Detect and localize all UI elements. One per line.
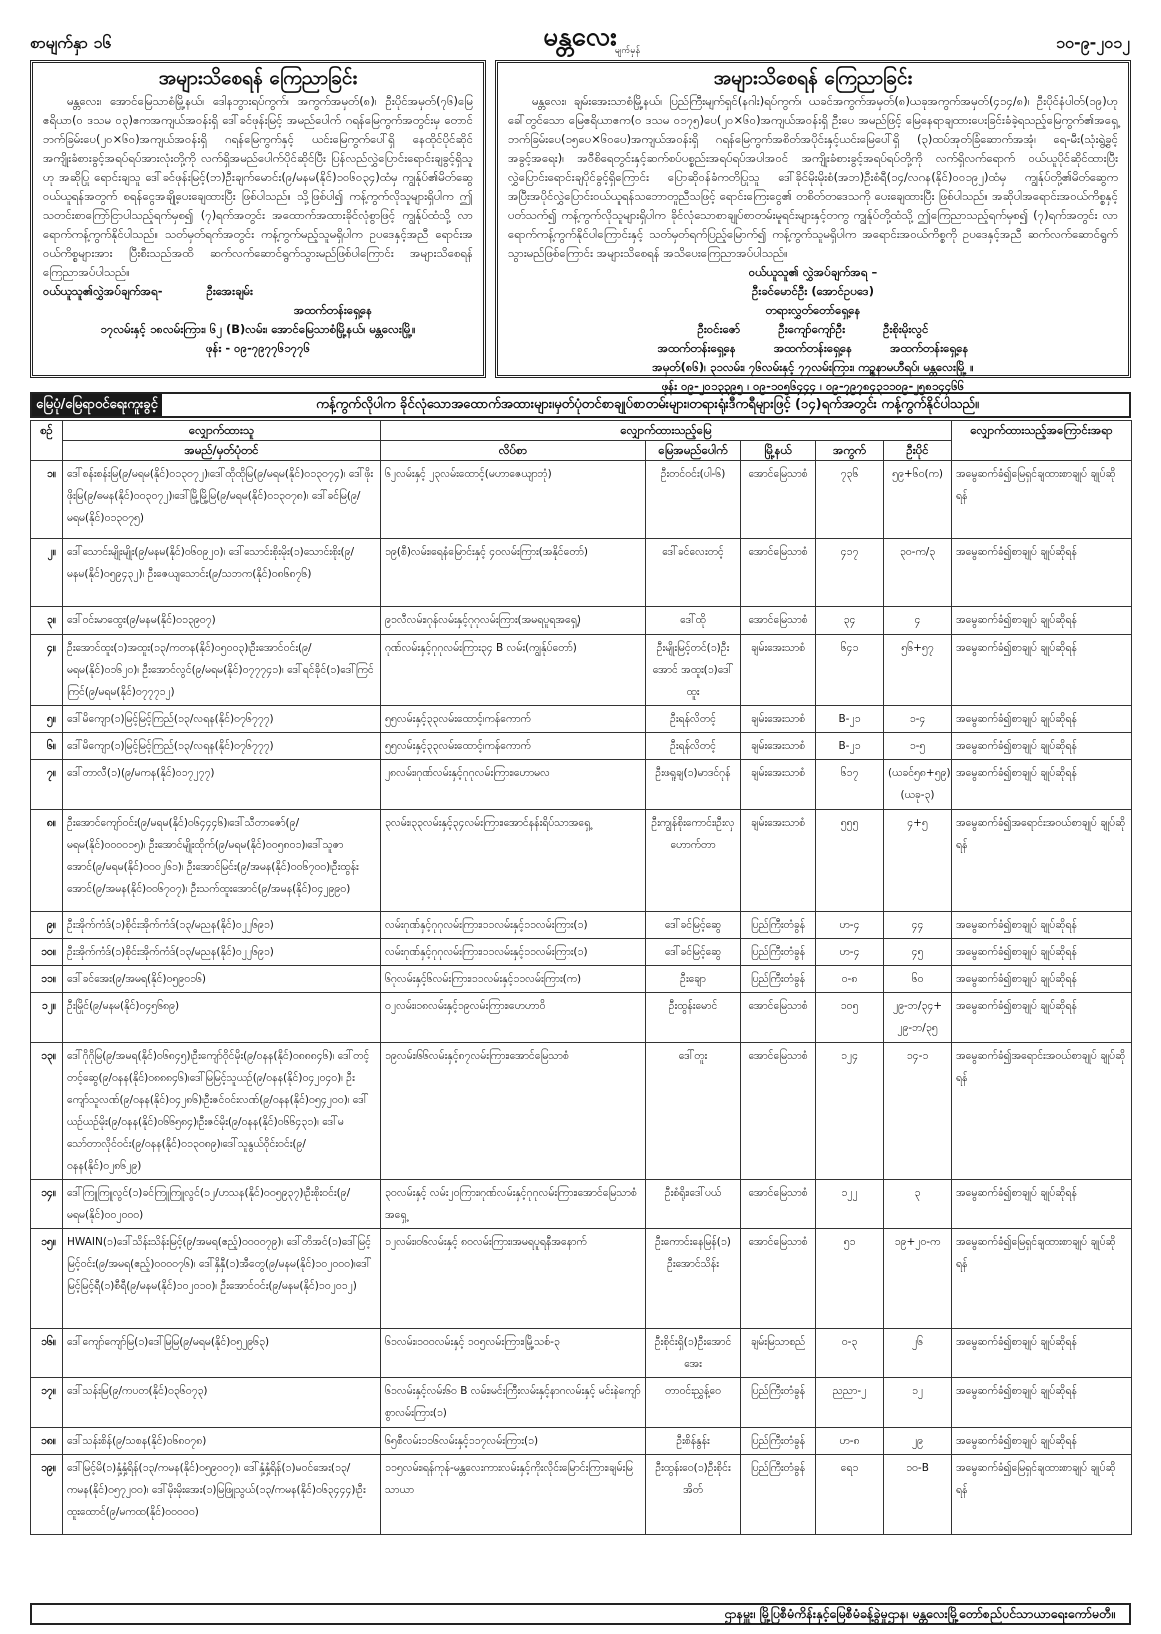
- cell-addr: ၆၁လမ်းနှင့်လမ်း၆၀ B လမ်း၊မင်းကြီးလမ်းနှင့်နာဂလမ်းနှင့် မင်းနဲကျော်စွာလမ်းကြား(၁): [381, 1378, 646, 1428]
- cell-no: ၁၂။: [31, 993, 63, 1043]
- cell-no: ၉။: [31, 912, 63, 939]
- cell-no: ၁၆။: [31, 1329, 63, 1378]
- notice-right-sig-label: ဝယ်ယူသူ၏ လွှဲအပ်ချက်အရ –: [748, 265, 878, 279]
- cell-no: ၁၄။: [31, 1180, 63, 1229]
- page-date: ၁၀-၉-၂၀၁၂: [1056, 33, 1130, 52]
- col-header-property: လျှောက်ထားသည့်မြေ: [381, 421, 952, 441]
- cell-block: ၁၂၂: [816, 1180, 884, 1229]
- cell-plot: ၃၀-က/၃: [884, 539, 952, 607]
- table-row: [31, 1229, 1132, 1329]
- cell-name: ဦးအိုက်ကံဒ်(၁)စိုင်းအိုက်ကံဒ်(၁၃/မညန(နိုင်)၀၂၂၆၉၁): [63, 939, 381, 966]
- cell-plot: ၅၉+၆၀(က): [884, 461, 952, 539]
- cell-reason: အမွေဆက်ခံ၍စာချုပ် ချုပ်ဆိုရန်: [952, 1378, 1132, 1428]
- cell-plot: ၄+၅: [884, 810, 952, 912]
- cell-addr: ဂုဏ်လမ်းနှင့်ဂုဂုလမ်းကြား၃၄ B လမ်း(ကျွန်ုပ်တော်): [381, 635, 646, 706]
- cell-no: ၁၀။: [31, 939, 63, 966]
- cell-owner: ဦးတင်ဝင်း(ပါ-၆): [646, 461, 741, 539]
- cell-block: ညညာ-၂: [816, 1378, 884, 1428]
- notice-left-phone: ဖုန်း - ၀၉-၇၉၇၇၆၁၇၇၆: [205, 341, 311, 355]
- table-row: [31, 1378, 1132, 1428]
- notice-right-address: အမှတ်(၈၆)၊ ၃၁လမ်း၊ ၇၆လမ်းနှင့် ၇၇လမ်းကြား၊ ကဥ္စနာမဟီရပ်၊ မန္တလေးမြို့ ။: [652, 360, 974, 374]
- cell-addr: ၆၁လမ်း၊၁၀၀လမ်းနှင့် ၁၀၅လမ်းကြား၊မြို့သစ်-၃: [381, 1329, 646, 1378]
- cell-addr: ၁၂လမ်း၊၀၆လမ်းနှင့် ၈၀လမ်းကြား၊အမရပူရနီအနောက်: [381, 1229, 646, 1329]
- cell-town: ချမ်းအေးသာစံ: [741, 733, 816, 760]
- page-header: [30, 22, 1130, 58]
- section-banner: [30, 392, 1131, 418]
- table-row: [31, 1428, 1132, 1455]
- cell-block: ဟ-၄: [816, 912, 884, 939]
- cell-reason: အမွေဆက်ခံ၍စာချုပ် ချုပ်ဆိုရန်: [952, 1180, 1132, 1229]
- col-header-reason: လျှောက်ထားသည့်အကြောင်းအရာ: [952, 421, 1132, 461]
- cell-reason: အမွေဆက်ခံ၍မြေရှင်ချထားစာချုပ် ချုပ်ဆိုရန်: [952, 1455, 1132, 1535]
- cell-block: ၅၅၅: [816, 810, 884, 912]
- cell-reason: အမွေဆက်ခံ၍စာချုပ် ချုပ်ဆိုရန်: [952, 607, 1132, 635]
- cell-plot: ၄: [884, 607, 952, 635]
- cell-owner: ဦးကောင်းနေမြန်(၁) ဦးအောင်သိန်း: [646, 1229, 741, 1329]
- cell-no: ၃။: [31, 607, 63, 635]
- cell-name: ဒေါ်ခင်အေး(၉/အမရ(နိုင်)၀၅၉၀၁၆): [63, 966, 381, 993]
- cell-plot: ၄၅: [884, 939, 952, 966]
- cell-no: ၁၅။: [31, 1229, 63, 1329]
- cell-name: ဒေါ်မြင့်မိ(၁)နှံ့နှံ့ရိန်(၁၃/ကမန(နိုင်)၀၅၉၀၀၇)၊ ဒေါ်နှံ့နှံ့ရိန်(၁)မဝင်အေး(၁၃/ကမန(နိုင်)၀၅၇၂၀၀)၊ ဒေါ်မိုးမိုးအေး(၁)မြဖြူသွယ်(၁၃/ကမန(နိုင်)၀၆၃၄၄၄)၊ဦးထူးထောင်(၉/မကထ(နိုင်)၀၀၀၀၀): [63, 1455, 381, 1535]
- cell-town: ချမ်းမြသာစည်: [741, 1329, 816, 1378]
- cell-plot: (ယခင်၅၈+၅၉) (ယခု-၃): [884, 760, 952, 810]
- notice-right-sig-title: တရားလွှတ်တော်ရှေ့နေ: [765, 303, 861, 317]
- applications-table: [30, 420, 1132, 1535]
- table-row: [31, 607, 1132, 635]
- notice-right-title: အများသိစေရန် ကြေညာခြင်း: [713, 67, 913, 89]
- cell-block: ၁၀၅: [816, 993, 884, 1043]
- cell-name: ဒေါ်သန်းမြ(၉/ကပတ(နိုင်)၀၃၆၀၇၃): [63, 1378, 381, 1428]
- cell-town: ချမ်းအေးသာစံ: [741, 706, 816, 733]
- cell-plot: ၅၆+၅၇: [884, 635, 952, 706]
- cell-no: ၁၇။: [31, 1378, 63, 1428]
- cell-no: ၁၃။: [31, 1043, 63, 1180]
- cell-plot: ၁-၄: [884, 706, 952, 733]
- cell-owner: ဦးထွန်းဝေ(၁)ဦးစိုင်းအိတ်: [646, 1455, 741, 1535]
- cell-owner: ဒေါ်ခင်မြင့်ဆွေ: [646, 939, 741, 966]
- cell-name: ဦးအိုက်ကံဒ်(၁)စိုင်းအိုက်ကံဒ်(၁၃/မညန(နိုင်)၀၂၂၆၉၁): [63, 912, 381, 939]
- table-row: [31, 1180, 1132, 1229]
- cell-reason: အမွေဆက်ခံ၍မြေရှင်ချထားစာချုပ် ချုပ်ဆိုရန်: [952, 1229, 1132, 1329]
- cell-reason: အမွေဆက်ခံ၍အရောင်းအဝယ်စာချုပ် ချုပ်ဆိုရန်: [952, 1043, 1132, 1180]
- notice-right-body: မန္တလေး၊ ချမ်းအေးသာစံမြို့နယ်၊ ပြည်ကြီးမျက်ရှင်(နဂါး)ရပ်ကွက်၊ ယခင်အကွက်အမှတ်(၈)ယခုအကွက်အမှတ်(၄၁၄/၈)၊ ဦးပိုင်နံပါတ်(၁၉)ဟု ခေါ်တွင်သော မြေဧရိယာဧက(၀ ဒသမ ၀၁၇၅)ပေ(၂၀×၆၀)အကျယ်အဝန်းရှိ ဦးပေ အမည်ဖြင့် မြေနေရာချထားပေးခြင်းခံခဲ့ရသည့်မြေကွက်၏အရှေ့ဘက်ခြမ်းပေ(၁၅ပေ×၆၀ပေ)အကျယ်အဝန်းရှိ ဂရန်မြေကွက်အစိတ်အပိုင်းနှင့်ယင်းမြေပေါ်ရှိ (၃)ထပ်အုတ်ခြံဆောက်အအုံ၊ ရေ-မီး(သုံးရွဲ့ခွင့်အခွင့်အရေး)၊ အဝီစိရေတွင်းနှင့်ဆက်စပ်ပစ္စည်းအရပ်ရပ်အပါအဝင် အကျိုးခံစားခွင့်အရပ်ရပ်တို့ကို လက်ရှိလက်ရောက် ဝယ်ယူပိုင်ဆိုင်ထားပြီး လွှဲပြောင်းရောင်းချပိုင်ခွင့်ရှိကြောင်း ပြောဆိုဝန်ခံကတိပြုသူ ဒေါ်ခိုင်မိုးမိုးစံ(အဘ)ဦးစံရီ(၁၄/လဂန(နိုင်)၀၀၁၉၂)ထံမှ ကျွန်ုပ်တို့၏မိတ်ဆွေက အပြီးအပိုင်လွှဲပြောင်းဝယ်ယူရန်သဘောတူညီသဖြင့် ရောင်းကြေးငွေ၏ တစိတ်တဒေသကို ပေးချေထားပြီး ဖြစ်ပါသည်။ အဆိုပါအရောင်းအဝယ်ကိစ္စနှင့်ပတ်သက်၍ ကန့်ကွက်လိုသူများရှိပါက ခိုင်လုံသောစာချုပ်စာတမ်းမူရင်းများနှင့်တကွ ကျွန်ုပ်တို့ထံသို့ ဤကြေညာသည့်ရက်မှစ၍ (၇)ရက်အတွင်း လာရောက်ကန့်ကွက်နိုင်ပါကြောင်းနှင့် သတ်မှတ်ရက်ပြည့်မြောက်၍ ကန့်ကွက်သူမရှိပါက အရောင်းအဝယ်ကိစ္စကို ဥပဒေနှင့်အညီ ဆက်လက်ဆောင်ရွက်သွားမည်ဖြစ်ကြောင်း အများသိစေရန် အသိပေးကြေညာအပ်ပါသည်။: [508, 94, 1118, 260]
- cell-plot: ၁၀-B: [884, 1455, 952, 1535]
- table-row: [31, 539, 1132, 607]
- cell-addr: လမ်းဂုဏ်နှင့်ဂုဂုလမ်းကြား၊၁၁လမ်းနှင့်၁၁လမ်းကြား(၁): [381, 912, 646, 939]
- notice-left-title: အများသိစေရန် ကြေညာခြင်း: [158, 67, 358, 89]
- logo-subtext: မျက်မှန်: [614, 46, 640, 56]
- table-row: [31, 939, 1132, 966]
- cell-reason: အမွေဆက်ခံ၍စာချုပ် ချုပ်ဆိုရန်: [952, 1428, 1132, 1455]
- cell-addr: ၀၂လမ်း၊၁၈လမ်းနှင့်၁၉လမ်းကြား၊ဟေဟာဝိ: [381, 993, 646, 1043]
- table-row: [31, 1329, 1132, 1378]
- cell-block: ၃၄: [816, 607, 884, 635]
- cell-town: အောင်မြေသာစံ: [741, 993, 816, 1043]
- col-header-name: အမည်/မှတ်ပုံတင်: [63, 441, 381, 461]
- table-row: [31, 760, 1132, 810]
- cell-plot: ၁၂: [884, 1378, 952, 1428]
- cell-owner: ဦးဖရူချ(၁)မာဒင်ဂုန်: [646, 760, 741, 810]
- section-instruction: ကန့်ကွက်လိုပါက ခိုင်လုံသောအထောက်အထားများ၊မှတ်ပုံတင်စာချုပ်စာတမ်းများ၊တရားရုံးဒီကရီများဖြင့် (၁၄)ရက်အတွင်း ကန့်ကွက်နိုင်ပါသည်။: [316, 397, 979, 412]
- cell-block: ဝ-၈: [816, 966, 884, 993]
- cell-addr: ၆ဂုလမ်းနှင့်၆လမ်းကြား၊၁၁လမ်းနှင့်၁၁လမ်းကြား(က): [381, 966, 646, 993]
- cell-name: ဦးမြိုင်(၉/မနမ(နိုင်)၀၄၅၆၈၉): [63, 993, 381, 1043]
- cell-addr: ၁၉လမ်း၊၆၆လမ်းနှင့်၈၇လမ်းကြား၊အောင်မြေသာစံ: [381, 1043, 646, 1180]
- col-header-applicant: လျှောက်ထားသူ: [63, 421, 381, 441]
- table-row: [31, 706, 1132, 733]
- col-header-plot: ဦးပိုင်: [884, 441, 952, 461]
- cell-owner: ဦးကျွန်စိုးကောင်း၊ဦးလှဟောက်တာ: [646, 810, 741, 912]
- cell-no: ၂။: [31, 539, 63, 607]
- cell-owner: ဒေါ်ခင်လေးတင့်: [646, 539, 741, 607]
- table-row: [31, 1455, 1132, 1535]
- cell-block: ၁၂၄: [816, 1043, 884, 1180]
- cell-town: အောင်မြေသာစံ: [741, 461, 816, 539]
- cell-reason: အမွေဆက်ခံ၍စာချုပ် ချုပ်ဆိုရန်: [952, 1329, 1132, 1378]
- cell-town: ချမ်းအေးသာစံ: [741, 635, 816, 706]
- cell-name: ဒေါ်ဂိုဂိုမြ(၉/အမရ(နိုင်)၀၆၈၄၅)၊ဦးကျော်ဝိုင်မိုး(၉/ဝနန(နိုင်)၀၈၈၈၄၆)၊ ဒေါ်တင့်တင့်ဆွေ(၉/ဝနန(နိုင်)၀၈၈၈၄၆)၊ဒေါ်မြမြင့်သူယဉ်(၉/ဝနန(နိုင်)၀၄၂၀၄၀)၊ ဦးကျော်သူလဏ်(၉/ဝနန(နိုင်)၀၄၂၈၆)၊ဦးဇင်ဝင်းလဏ်(၉/ဝနန(နိုင်)၀၅၄၂၀၀)၊ ဒေါ်ယဉ်ယဉ်မိုး(၉/ဝနန(နိုင်)၀၆၆၅၈၄)၊ဦးဇင်မိုး(၉/ဝနန(နိုင်)၀၆၆၄၃၁)၊ ဒေါ်မသော်တာလိုင်ဝင်း(၉/ဝနန(နိုင်)၀၁၃၀၈၉)၊ဒေါ်သူနွယ်ဝိုင်းဝင်း(၉/ဝနန(နိုင်)၀၂၈၆၂၉): [63, 1043, 381, 1180]
- table-row: [31, 461, 1132, 539]
- notice-right-name-1: ဦးဝင်းဇော်: [697, 322, 741, 336]
- cell-no: ၁၈။: [31, 1428, 63, 1455]
- table-row: [31, 966, 1132, 993]
- cell-name: ဒေါ်သောင်းမျိုးမျိုး(၉/မနမ(နိုင်)၀၆၀၉၂၀)၊ ဒေါ်သောင်းစိုးမိုး(၁)သောင်းစိုး(၉/မနမ(နိုင်)၀၅၉၄၃၂)၊ ဦးဇေယျသောင်း(၉/သဘက(နိုင်)၀၈၆၈၇၆): [63, 539, 381, 607]
- notice-left-sig-label: ဝယ်ယူသူ၏လွှဲအပ်ချက်အရ-: [43, 284, 163, 298]
- cell-block: ၅၁: [816, 1229, 884, 1329]
- cell-block: ရေ၁: [816, 1455, 884, 1535]
- cell-town: အောင်မြေသာစံ: [741, 1229, 816, 1329]
- cell-name: ဦးအောင်ကျော်ဝင်း(၉/မရမ(နိုင်)၀၆၄၄၄၆)၊ဒေါ်သီတာဇော်(၉/မရမ(နိုင်)၀၀၀၀၁၅)၊ ဦးအောင်မျိုးထိုက်(၉/မရမ(နိုင်)၀၀၅၈၀၁)၊ဒေါ်သူဇာအောင်(၉/မရမ(နိုင်)၀၀၀၂၆၁)၊ ဦးအောင်မြင်း(၉/အမန(နိုင်)၀၀၆၇၀၀)၊ဦးထွန်းအောင်(၉/အမန(နိုင်)၀၀၆၇၀၇)၊ ဦးသက်ထူးအောင်(၉/အမန(နိုင်)၀၄၂၉၉၀): [63, 810, 381, 912]
- table-row: [31, 1043, 1132, 1180]
- cell-reason: အမွေဆက်ခံ၍စာချုပ် ချုပ်ဆိုရန်: [952, 733, 1132, 760]
- col-header-township: မြို့နယ်: [741, 441, 816, 461]
- cell-owner: ဦးထွန်းမောင်: [646, 993, 741, 1043]
- cell-addr: ၃လမ်း၊၃၃လမ်းနှင့်၃၄လမ်းကြား၊အောင်နန်းရိပ်သာအရှေ့: [381, 810, 646, 912]
- cell-reason: အမွေဆက်ခံ၍စာချုပ် ချုပ်ဆိုရန်: [952, 760, 1132, 810]
- cell-reason: အမွေဆက်ခံ၍စာချုပ် ချုပ်ဆိုရန်: [952, 912, 1132, 939]
- cell-reason: အမွေဆက်ခံ၍စာချုပ် ချုပ်ဆိုရန်: [952, 706, 1132, 733]
- cell-addr: လမ်းဂုဏ်နှင့်ဂုဂုလမ်းကြား၊၁၁လမ်းနှင့်၁၁လမ်းကြား(၁): [381, 939, 646, 966]
- cell-owner: ဦးရန်လိတင့်: [646, 706, 741, 733]
- cell-town: ပြည်ကြီးတံခွန်: [741, 1455, 816, 1535]
- logo-text: မန္တလေး: [543, 22, 617, 52]
- cell-no: ၄။: [31, 635, 63, 706]
- cell-reason: အမွေဆက်ခံ၍စာချုပ် ချုပ်ဆိုရန်: [952, 539, 1132, 607]
- masthead-logo: [520, 22, 640, 58]
- cell-no: ၁၁။: [31, 966, 63, 993]
- cell-name: ဒေါ်ကျော်ကျော်မြ(၁)ဒေါ်မြမြ(၉/မရမ(နိုင်)၀၅၂၉၆၃): [63, 1329, 381, 1378]
- cell-no: ၈။: [31, 810, 63, 912]
- cell-addr: ၆၂လမ်းနှင့် ၂၃လမ်းထောင့်(မဟာဇေယျာဘုံ): [381, 461, 646, 539]
- cell-town: အောင်မြေသာစံ: [741, 539, 816, 607]
- cell-town: ချမ်းအေးသာစံ: [741, 810, 816, 912]
- cell-plot: ၂၉: [884, 1428, 952, 1455]
- cell-town: အောင်မြေသာစံ: [741, 1180, 816, 1229]
- cell-addr: ၉၁လီလမ်း၊ဂုန်လမ်းနှင့်ဂုဂုလမ်းကြား(အမရပူရအရှေ့): [381, 607, 646, 635]
- cell-plot: ၁၄-၁: [884, 1043, 952, 1180]
- cell-no: ၅။: [31, 706, 63, 733]
- cell-addr: ၂၈လမ်း၊ဂုဏ်လမ်းနှင့်ဂုဂုလမ်းကြား၊ဟောမလ: [381, 760, 646, 810]
- cell-town: ပြည်ကြီးတံခွန်: [741, 912, 816, 939]
- cell-name: HWAIN(၁)ဒေါ်သိန်းသိန်းမြင့်(၉/အမရ(ဧည့်)၀၀၀၀၇၉)၊ ဒေါ်တိအင်(၁)ဒေါ်မြင့်မြင့်ဝင်း(၉/အမရ(ဧည့်)၀၀၀၀၇၆)၊ ဒေါ်နှိနှီ(၁)အီတွေ(၉/မနမ(နိုင်)၁၀၂၀၀၀)၊ဒေါ်မြင့်မြင့်ရီ(၁)စီရီ(၉/မနမ(နိုင်)၁၀၂၀၁၀)၊ ဦးအောင်ဝင်း(၉/မနမ(နိုင်)၁၀၂၀၁၂): [63, 1229, 381, 1329]
- cell-plot: ၆၀: [884, 966, 952, 993]
- cell-owner: ဒေါ်တူး: [646, 1043, 741, 1180]
- cell-owner: ဦးစိန်နွန်း: [646, 1428, 741, 1455]
- cell-no: ၇။: [31, 760, 63, 810]
- cell-name: ဦးအောင်ထူး(၁)အထူး(၁၃/ကတန(နိုင်)၀၅၀၀၃)၊ဦးအောင်ဝင်း(၉/မရမ(နိုင်)၀၁၆၂၀)၊ ဦးအောင်လွင်(၉/မရမ(နိုင်)၀၇၇၇၄၁)၊ ဒေါ်ရင်ခိုင်(၁)ဒေါ်ကြင်ကြင်(၉/မရမ(နိုင်)၀၇၇၇၁၂): [63, 635, 381, 706]
- cell-no: ၁၉။: [31, 1455, 63, 1535]
- cell-no: ၁။: [31, 461, 63, 539]
- cell-name: ဒေါ်မိကျော(၁)မြင့်မြင့်ကြည်(၁၃/လရန(နိုင်)၀၇၆၇၇၇): [63, 706, 381, 733]
- page-footer: ဌာနမှူး၊ မြို့ပြစီမံကိန်းနှင့်မြေစီမံခန့်ခွဲမှုဌာန၊ မန္တလေးမြို့တော်စည်ပင်သာယာရေးကော်မတီ။: [30, 1603, 1131, 1625]
- notice-right-name-3: ဦးစိုးမိုးလွင်: [883, 322, 929, 336]
- cell-block: ၆၄၁: [816, 635, 884, 706]
- cell-addr: ၅၅လမ်းနှင့်၃၃လမ်းထောင့်၊ကန်ကောက်: [381, 706, 646, 733]
- cell-plot: ၁၉+၂၀-က: [884, 1229, 952, 1329]
- table-row: [31, 993, 1132, 1043]
- col-header-address: လိပ်စာ: [381, 441, 646, 461]
- cell-block: ၀-၃: [816, 1329, 884, 1378]
- cell-plot: ၃: [884, 1180, 952, 1229]
- cell-block: ဟ-၄: [816, 939, 884, 966]
- cell-owner: ဒေါ်ထို: [646, 607, 741, 635]
- cell-block: B-၂၁: [816, 706, 884, 733]
- cell-name: ဒေါ်မိကျော(၁)မြင့်မြင့်ကြည်(၁၃/လရန(နိုင်)၀၇၆၇၇၇): [63, 733, 381, 760]
- cell-town: အောင်မြေသာစံ: [741, 607, 816, 635]
- notice-left-sig-name: ဦးအေးချမ်း: [206, 284, 253, 298]
- cell-block: ၇၃၆: [816, 461, 884, 539]
- cell-name: ဒေါ်သန်းစိန်(၉/သစန(နိုင်)၀၆၈၀၇၈): [63, 1428, 381, 1455]
- cell-reason: အမွေဆက်ခံ၍အရောင်းအဝယ်စာချုပ် ချုပ်ဆိုရန်: [952, 810, 1132, 912]
- cell-reason: အမွေဆက်ခံ၍စာချုပ် ချုပ်ဆိုရန်: [952, 966, 1132, 993]
- section-tag: မြေပုံ/မြေရာဝင်ရေးကူးခွင့်: [32, 394, 162, 416]
- cell-owner: ဦးစိုင်းရှိ(၁)ဦးအောင်အေး: [646, 1329, 741, 1378]
- cell-reason: အမွေဆက်ခံ၍စာချုပ် ချုပ်ဆိုရန်: [952, 939, 1132, 966]
- notice-right-title-2: အထက်တန်းရှေ့နေ: [773, 341, 853, 355]
- cell-no: ၆။: [31, 733, 63, 760]
- col-header-no: စဉ်: [31, 421, 63, 461]
- cell-town: ချမ်းအေးသာစံ: [741, 760, 816, 810]
- cell-block: ၆၁၇: [816, 760, 884, 810]
- cell-owner: ဦးစံရိုး၊ဒေါ်ပယ်: [646, 1180, 741, 1229]
- cell-block: ဟ-၈: [816, 1428, 884, 1455]
- cell-town: ပြည်ကြီးတံခွန်: [741, 966, 816, 993]
- cell-owner: ဦးရန်လိတင့်: [646, 733, 741, 760]
- cell-addr: ၁၉(စီ)လမ်း၊ရေနံမြောင်းနှင့် ၄၀လမ်းကြား(အနိုင်တော်): [381, 539, 646, 607]
- cell-plot: ၁-၅: [884, 733, 952, 760]
- notice-left-sig-title: အထက်တန်းရှေ့နေ: [293, 303, 373, 317]
- cell-addr: ၃၀လမ်းနှင့် လမ်း၂၀ကြား၊ဂုဏ်လမ်းနှင့်ဂုဂုလမ်းကြား၊အောင်မြေသာစံအရှေ့: [381, 1180, 646, 1229]
- col-header-owner: မြေအမည်ပေါက်: [646, 441, 741, 461]
- cell-addr: ၆၅စီလမ်း၁၁၆လမ်းနှင့်၁၁၇လမ်းကြား(၁): [381, 1428, 646, 1455]
- cell-name: ဒေါ်စန်းစန်းမြ(၉/မရမ(နိုင်)၀၁၃၀၇၂)၊ဒေါ်ထိုထိုမြ(၉/မရမ(နိုင်)၀၁၃၀၇၄)၊ ဒေါ်ဖိုးဖိုးမြ(၉/ဓမန(နိုင်)၀၀၃၀၇၂)၊ဒေါ်မြို့မြို့မြ(၉/မရမ(နိုင်)၀၁၃၀၇၈)၊ ဒေါ်ခင်မြ(၉/မရမ(နိုင်)၀၁၃၀၇၅): [63, 461, 381, 539]
- notice-right-name-2: ဦးကျော်ကျော်ဦး: [778, 322, 846, 336]
- notice-right: [495, 60, 1131, 393]
- cell-owner: ဒေါ်ခင်မြင့်ဆွေ: [646, 912, 741, 939]
- col-header-block: အကွက်: [816, 441, 884, 461]
- notice-left-address: ၁၇လမ်းနှင့် ၁၈လမ်းကြား၊ ၆၂ (B)လမ်း၊ အောင်မြေသာစံမြို့နယ်၊ မန္တလေးမြို့။: [100, 322, 416, 336]
- notice-right-title-1: အထက်တန်းရှေ့နေ: [657, 341, 736, 355]
- cell-name: ဒေါ်ကြူကြူလွင်(၁)ခင်ကြူကြူလွင်(၁၂/ဟသန(နိုင်)၀၀၅၉၃၇)၊ဦးစိုးဝင်း(၉/မရမ(နိုင်)၀၀၂၀၀၀): [63, 1180, 381, 1229]
- cell-name: ဒေါ်တာလီ(၁)(၉/မကန(နိုင်)၀၁၇၂၇၇): [63, 760, 381, 810]
- cell-block: ၄၁၇: [816, 539, 884, 607]
- cell-owner: တာဝင်းညွှန့်ဝေ: [646, 1378, 741, 1428]
- cell-plot: ၂၉-ဘ/၃၄+ ၂၉-ဘ/၃၅: [884, 993, 952, 1043]
- notice-right-phone: ဖုန်း ၀၉-၂၀၁၃၃၉၅ ၊ ၀၉-၁၀၅၆၄၄၄ ၊ ၀၉-၇၉၇၈၄၃၁၁၀၉-၂၅၈၁၄၄၆၆: [661, 379, 965, 393]
- table-row: [31, 733, 1132, 760]
- notice-right-title-3: အထက်တန်းရှေ့နေ: [890, 341, 969, 355]
- notice-left-body: မန္တလေး၊ အောင်မြေသာစံမြို့နယ်၊ ဒေါနဘွားရပ်ကွက်၊ အကွက်အမှတ်(၈)၊ ဦးပိုင်အမှတ်(၇၆)မြေ ဧရိယာ(၀ ဒသမ ၀၃)ဧကအကျယ်အဝန်းရှိ ဒေါ်ခင်ဖုန်းမြင့် အမည်ပေါက် ဂရန်မြေကွက်အတွင်းမှ တောင်ဘက်ခြမ်းပေ(၂၀×၆၀)အကျယ်အဝန်းရှိ ဂရန်မြေကွက်နှင့် ယင်းမြေကွက်ပေါ်ရှိ နေထိုင်ပိုင်ဆိုင် အကျိုးခံစားခွင့်အရပ်ရပ်အားလုံးတို့ကို လက်ရှိအမည်ပေါက်ပိုင်ဆိုင်ပြီး ပြန်လည်လွှဲပြောင်းရောင်းချခွင့်ရှိသူဟု အဆိုပြု ရောင်းချသူ ဒေါ်ခင်ဖုန်းမြင့်(ဘ)ဦးချက်မောင်း(၉/မနမ(နိုင်)၁၀၆၀၃၄)ထံမှ ကျွန်ုပ်၏မိတ်ဆွေ ဝယ်ယူရန်အတွက် စရန်ငွေအချို့ပေးချေထားပြီး ဖြစ်ပါသည်။ သို့ဖြစ်ပါ၍ ကန့်ကွက်လိုသူများရှိပါက ဤသတင်းစာကြော်ငြာပါသည့်ရက်မှစ၍ (၇)ရက်အတွင်း အထောက်အထားခိုင်လုံစွာဖြင့် ကျွန်ုပ်ထံသို့ လာရောက်ကန့်ကွက်နိုင်ပါသည်။ သတ်မှတ်ရက်အတွင်း ကန့်ကွက်မည့်သူမရှိပါက ဥပဒေနှင့်အညီ ရောင်းအဝယ်ကိစ္စများအား ပြီးစီးသည်အထိ ဆက်လက်ဆောင်ရွက်သွားမည်ဖြစ်ပါကြောင်း အများသိစေရန် ကြေညာအပ်ပါသည်။: [43, 94, 473, 279]
- cell-owner: ဦးမျိုးမြင့်တင်(၁)ဦးအောင် အထူး(၁)ဒေါ်ထူး: [646, 635, 741, 706]
- cell-addr: ၁၁၅လမ်း၊ရန်ကုန်-မန္တလေးကားလမ်းနှင့်ကိုးလိုင်းမြောင်းကြား၊ချမ်းမြသာယာ: [381, 1455, 646, 1535]
- table-row: [31, 912, 1132, 939]
- cell-name: ဒေါ်ဝင်းမာထွေး(၉/မနမ(နိုင်)၀၁၃၉၀၇): [63, 607, 381, 635]
- cell-town: ပြည်ကြီးတံခွန်: [741, 939, 816, 966]
- cell-reason: အမွေဆက်ခံ၍မြေရှင်ချထားစာချုပ် ချုပ်ဆိုရန်: [952, 461, 1132, 539]
- cell-addr: ၅၅လမ်းနှင့်၃၃လမ်းထောင့်၊ကန်ကောက်: [381, 733, 646, 760]
- cell-reason: အမွေဆက်ခံ၍စာချုပ် ချုပ်ဆိုရန်: [952, 993, 1132, 1043]
- cell-town: ပြည်ကြီးတံခွန်: [741, 1378, 816, 1428]
- cell-town: ပြည်ကြီးတံခွန်: [741, 1428, 816, 1455]
- notice-right-sig-name: ဦးခင်မောင်ဦး (အောင်ဥပဒေ): [751, 284, 875, 298]
- cell-plot: ၄၄: [884, 912, 952, 939]
- notice-left: [30, 60, 486, 378]
- cell-reason: အမွေဆက်ခံ၍စာချုပ် ချုပ်ဆိုရန်: [952, 635, 1132, 706]
- page-number: စာမျက်နှာ ၁၆: [30, 33, 112, 52]
- cell-owner: ဦးချော: [646, 966, 741, 993]
- cell-town: အောင်မြေသာစံ: [741, 1043, 816, 1180]
- cell-plot: ၂၆: [884, 1329, 952, 1378]
- table-row: [31, 635, 1132, 706]
- cell-block: B-၂၁: [816, 733, 884, 760]
- table-row: [31, 810, 1132, 912]
